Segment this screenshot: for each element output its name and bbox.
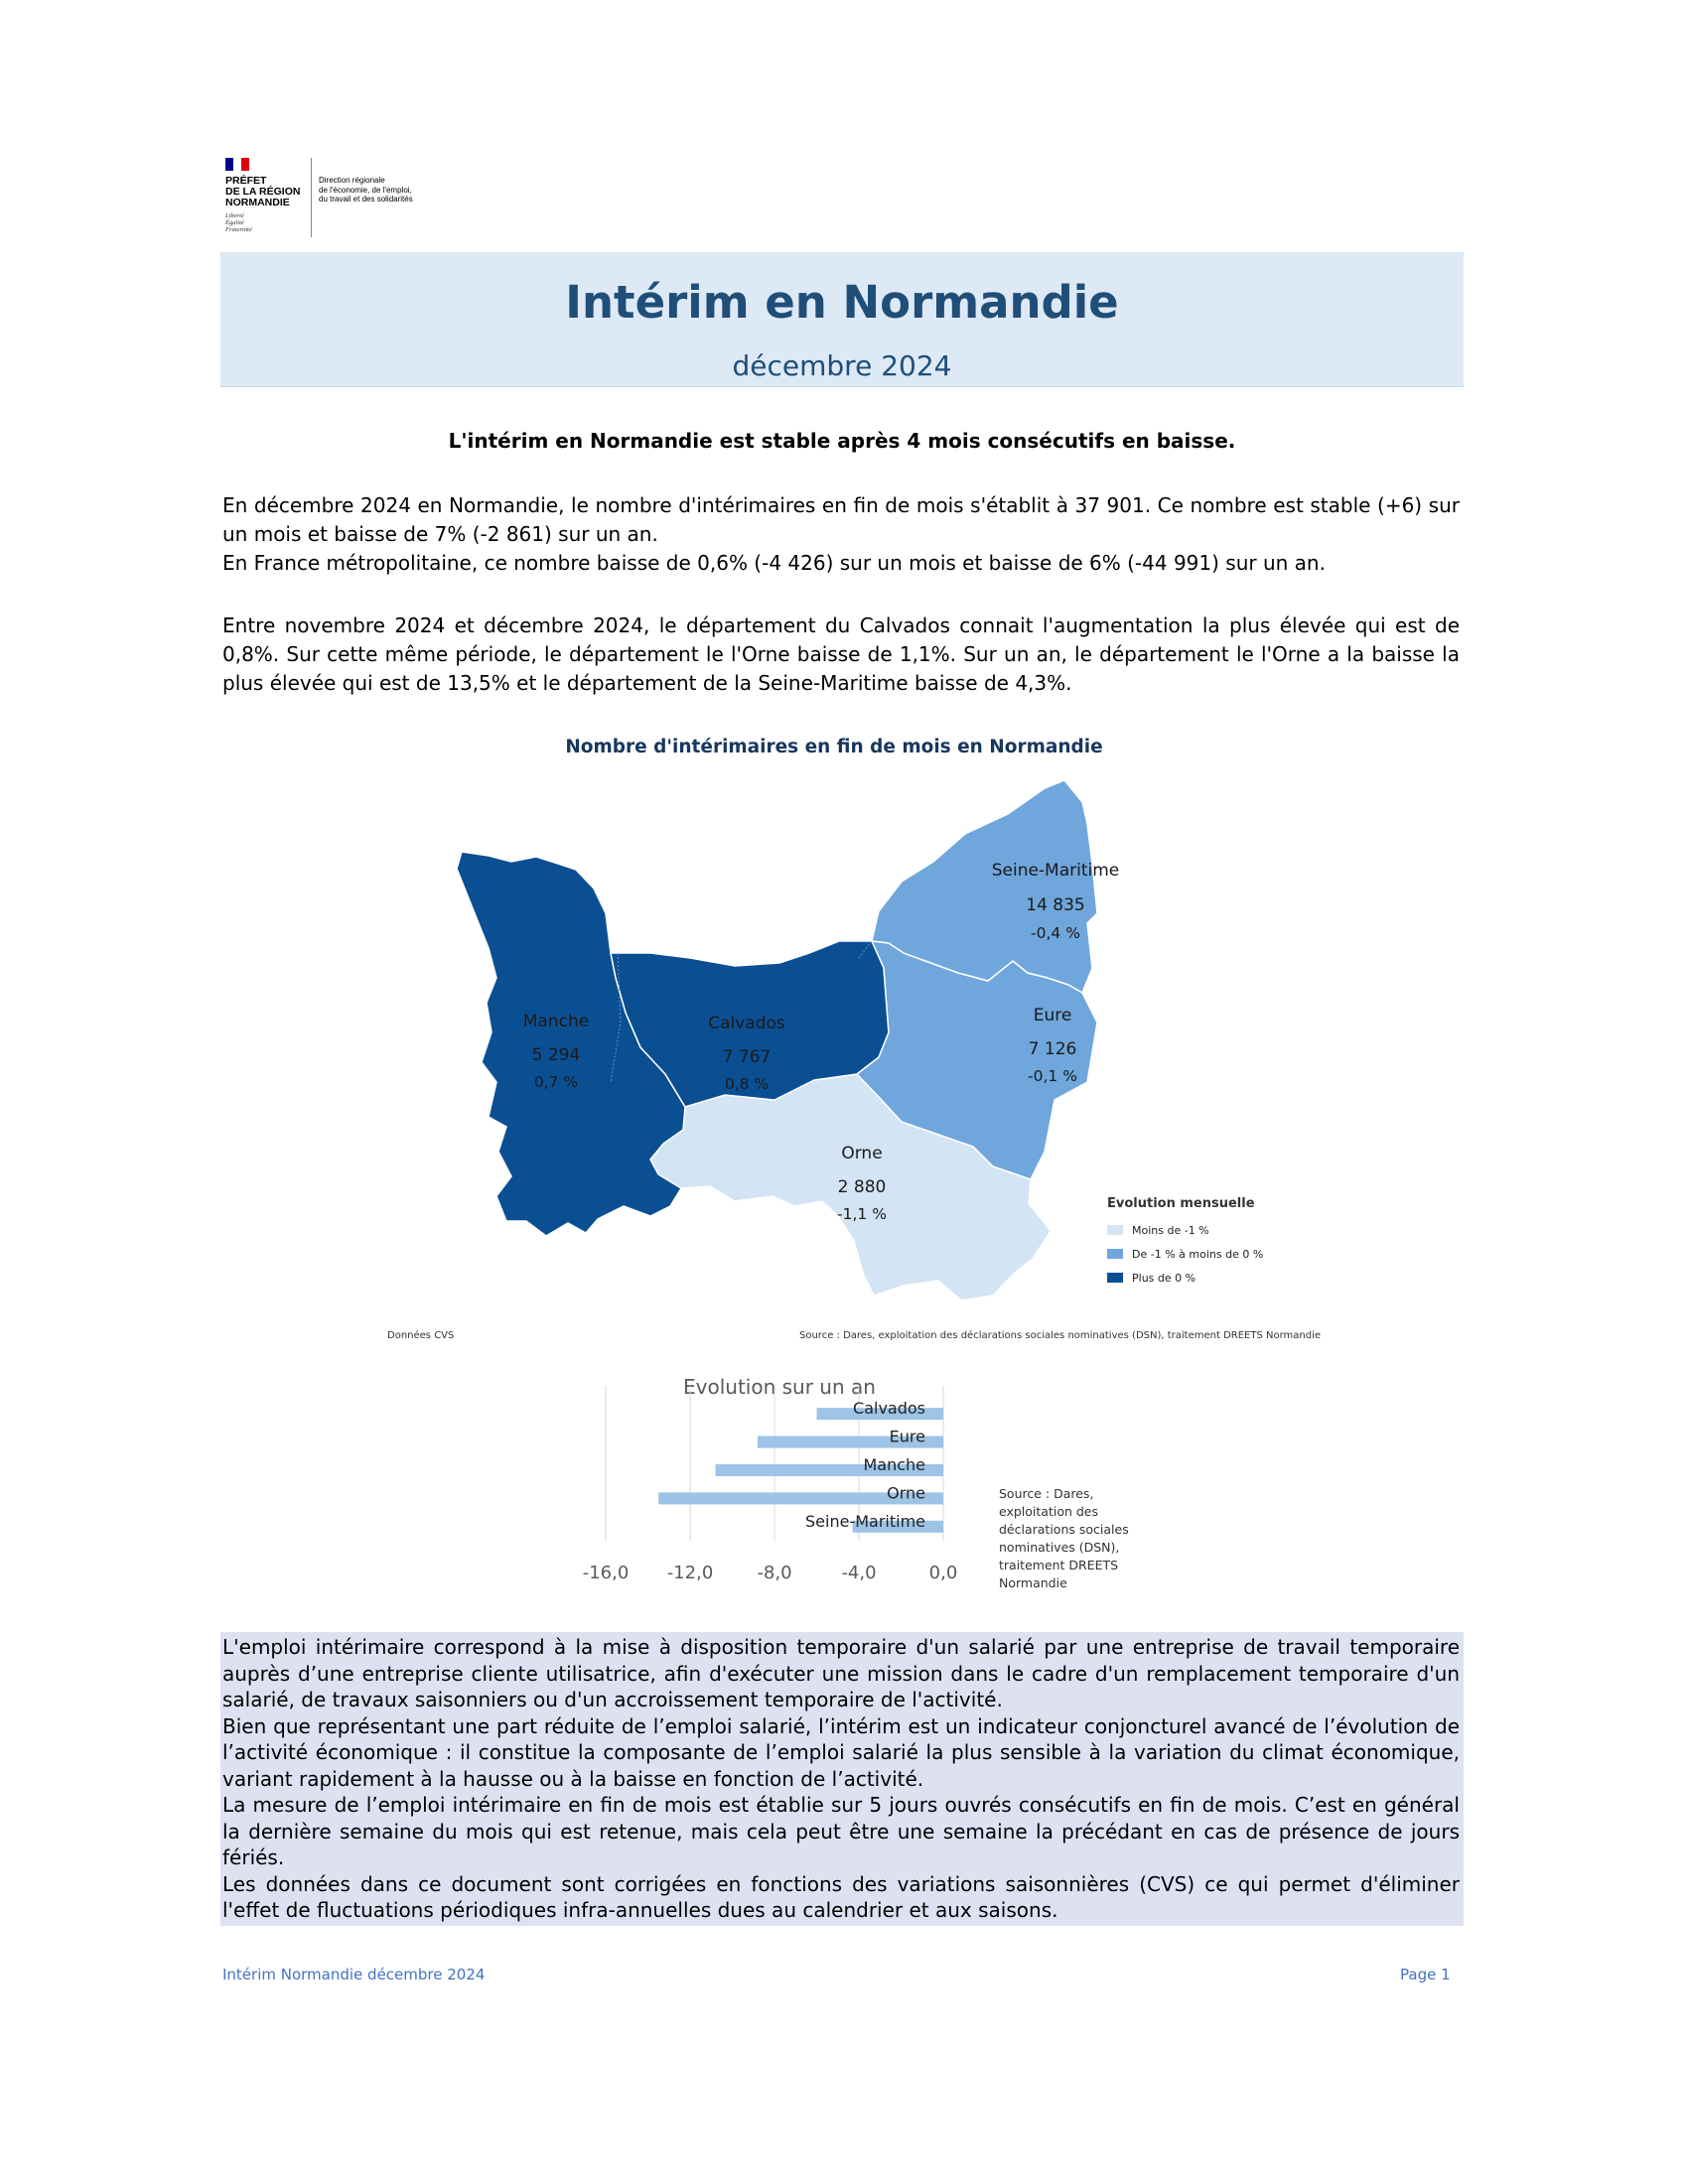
label-calvados: Calvados: [708, 1014, 785, 1033]
paragraph-france: En France métropolitaine, ce nombre baisse de 0,6% (-4 426) sur un mois et baisse de 6% (-44 991) sur un an.: [222, 551, 1326, 575]
direction-name: Direction régionale de l'économie, de l'emploi, du travail et des solidarités: [319, 176, 413, 204]
legend-title: Evolution mensuelle: [1107, 1196, 1255, 1211]
change-manche: 0,7 %: [533, 1073, 579, 1091]
value-orne: 2 880: [837, 1177, 887, 1197]
value-seine-maritime: 14 835: [1026, 895, 1085, 915]
prefecture-logo: [223, 154, 442, 241]
republic-motto: Liberté Égalité Fraternité: [225, 212, 252, 233]
change-eure: -0,1 %: [1028, 1067, 1077, 1085]
label-orne: Orne: [841, 1144, 883, 1163]
change-orne: -1,1 %: [837, 1205, 887, 1223]
definition-text: [222, 1634, 1460, 1924]
bar-chart-tick-label: -16,0: [582, 1563, 630, 1583]
page-title: Intérim en Normandie: [565, 276, 1119, 329]
legend-label-low: Moins de -1 %: [1132, 1224, 1209, 1237]
bar-label-orne: Orne: [887, 1483, 925, 1503]
normandie-map: [437, 764, 1291, 1330]
departments-paragraph: Entre novembre 2024 et décembre 2024, le département du Calvados connait l'augmentation la plus élevée qui est de 0,8%. Sur cette même période, le département le l'Orne baisse de 1,1%. Sur un an, le département le l'Orne a la baisse la plus élevée qui est de 13,5% et le département de la Seine-Maritime baisse de 4,3%.: [222, 614, 1460, 695]
value-eure: 7 126: [1028, 1039, 1077, 1059]
intro-paragraph: [222, 491, 1460, 578]
legend-swatch-mid: [1107, 1249, 1123, 1259]
bar-label-eure: Eure: [889, 1427, 925, 1446]
bar-chart-tick-label: 0,0: [928, 1563, 958, 1583]
legend-label-mid: De -1 % à moins de 0 %: [1132, 1248, 1264, 1261]
definition-paragraph: L'emploi intérimaire correspond à la mise à disposition temporaire d'un salarié par une entreprise de travail temporaire auprès d’une entreprise cliente utilisatrice, afin d'exécuter une mission dans le cadre d'un remplacement temporaire d'un salarié, de travaux saisonniers ou d'un accroissement temporaire de l'activité.: [222, 1635, 1460, 1711]
map-footnote-source: Source : Dares, exploitation des déclarations sociales nominatives (DSN), traitement DREETS Normandie: [799, 1330, 1322, 1341]
footer-page-number: Page 1: [1400, 1966, 1451, 1983]
map-legend: [1107, 1196, 1263, 1285]
lead-sentence: L'intérim en Normandie est stable après 4 mois consécutifs en baisse.: [448, 429, 1236, 453]
page-subtitle: décembre 2024: [732, 349, 952, 382]
definition-paragraph: Les données dans ce document sont corrigées en fonctions des variations saisonnières (CVS) ce qui permet d'éliminer l'effet de fluctuations périodiques infra-annuelles dues au calendrier et aux saisons.: [222, 1871, 1460, 1922]
bar-label-seine-maritime: Seine-Maritime: [805, 1511, 925, 1531]
label-seine-maritime: Seine-Maritime: [991, 861, 1120, 881]
definition-paragraph: La mesure de l’emploi intérimaire en fin de mois est établie sur 5 jours ouvrés consécutifs en fin de mois. C’est en général la dernière semaine du mois qui est retenue, mais cela peut être une semaine la précédant en cas de présence de jours fériés.: [222, 1793, 1460, 1869]
bar-chart-source: Source : Dares, exploitation des déclarations sociales nominatives (DSN), traitement DREETS Normandie: [999, 1486, 1129, 1590]
bar-chart-tick-label: -12,0: [666, 1563, 714, 1583]
legend-swatch-high: [1107, 1273, 1123, 1283]
bar-label-calvados: Calvados: [853, 1399, 925, 1419]
legend-swatch-low: [1107, 1225, 1123, 1235]
paragraph-normandie: En décembre 2024 en Normandie, le nombre d'intérimaires en fin de mois s'établit à 37 901. Ce nombre est stable (+6) sur un mois et baisse de 7% (-2 861) sur un an.: [222, 493, 1460, 546]
bar-label-manche: Manche: [863, 1455, 925, 1474]
annual-change-bar-chart: [576, 1372, 993, 1610]
label-manche: Manche: [522, 1012, 590, 1031]
map-footnote-data: Données CVS: [387, 1330, 455, 1341]
bar-chart-title: Evolution sur un an: [683, 1375, 876, 1399]
value-manche: 5 294: [531, 1045, 581, 1065]
legend-label-high: Plus de 0 %: [1132, 1272, 1196, 1285]
footer-document-title: Intérim Normandie décembre 2024: [222, 1966, 486, 1983]
prefecture-name: PRÉFET DE LA RÉGION NORMANDIE: [225, 175, 301, 208]
french-flag-icon: [225, 158, 249, 171]
label-eure: Eure: [1033, 1006, 1072, 1025]
change-calvados: 0,8 %: [724, 1075, 770, 1093]
value-calvados: 7 767: [722, 1047, 772, 1067]
definition-paragraph: Bien que représentant une part réduite de l’emploi salarié, l’intérim est un indicateur conjoncturel avancé de l’évolution de l’activité économique : il constitue la composante de l’emploi salarié la plus sensible à la variation du climat économique, variant rapidement à la hausse ou à la baisse en fonction de l’activité.: [222, 1713, 1460, 1791]
bar-chart-tick-label: -8,0: [757, 1563, 792, 1583]
bar-chart-tick-labels: [583, 1563, 958, 1583]
change-seine-maritime: -0,4 %: [1031, 924, 1080, 942]
logo-separator: [311, 158, 312, 237]
map-title: Nombre d'intérimaires en fin de mois en Normandie: [565, 737, 1103, 757]
bar-chart-tick-label: -4,0: [841, 1563, 877, 1583]
